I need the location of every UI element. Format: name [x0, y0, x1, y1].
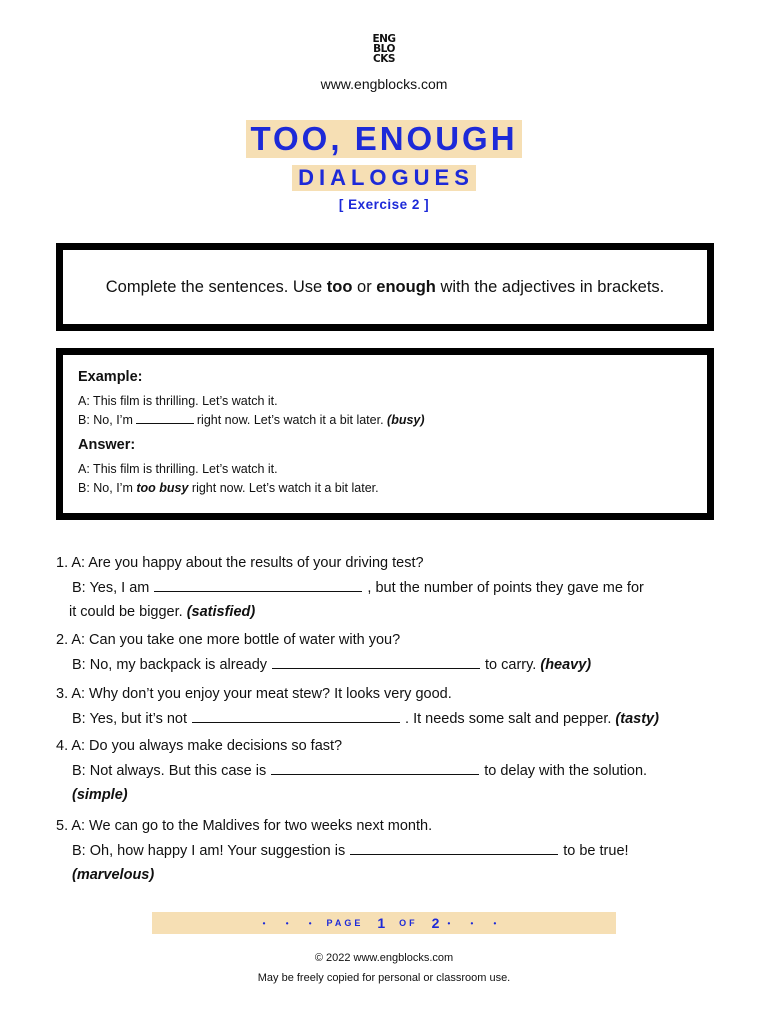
question-4 — [56, 734, 706, 808]
question-b-pre: B: No, my backpack is already — [72, 656, 268, 673]
answer-b-pre: B: No, I’m — [78, 481, 137, 495]
answer-blank-3[interactable] — [192, 708, 400, 723]
keyword-enough: enough — [376, 277, 436, 296]
pager-total: 2 — [431, 915, 440, 931]
example-blank — [136, 413, 194, 424]
question-1 — [56, 551, 706, 625]
question-hint: (tasty) — [615, 710, 659, 727]
instruction-box — [56, 243, 714, 331]
question-number: 3. — [56, 686, 69, 702]
exercise-label: [ Exercise 2 ] — [338, 197, 430, 212]
pager-dots-right: • • • — [447, 918, 506, 928]
question-hint: (heavy) — [540, 656, 592, 673]
question-number: 2. — [56, 632, 69, 648]
question-hint: (satisfied) — [186, 604, 256, 620]
question-line-a: A: We can go to the Maldives for two weeks next month. — [71, 818, 433, 834]
pager-page-word: PAGE — [326, 918, 364, 928]
example-line-b — [78, 411, 707, 430]
example-box — [56, 348, 714, 520]
instruction-part: or — [352, 277, 377, 296]
question-b-post: to be true! — [563, 842, 629, 859]
answer-blank-1[interactable] — [154, 577, 362, 592]
question-b-pre: B: Yes, I am — [72, 579, 150, 596]
example-b-pre: B: No, I’m — [78, 413, 133, 427]
question-number: 5. — [56, 818, 69, 834]
instruction-text — [105, 275, 665, 300]
page-subtitle: DIALOGUES — [292, 165, 476, 191]
question-number: 4. — [56, 738, 69, 754]
example-heading: Example: — [78, 369, 143, 385]
question-line-a: A: Why don’t you enjoy your meat stew? It looks very good. — [71, 686, 452, 702]
question-hint: (simple) — [72, 787, 128, 803]
logo-line-3: CKS — [373, 53, 395, 65]
question-b-post: to carry. — [485, 656, 537, 673]
question-number: 1. — [56, 555, 69, 571]
question-b-pre: B: Not always. But this case is — [72, 762, 267, 779]
pager-current: 1 — [377, 915, 386, 931]
answer-blank-5[interactable] — [350, 840, 558, 855]
question-b-pre: B: Oh, how happy I am! Your suggestion is — [72, 842, 346, 859]
answer-line-b — [78, 479, 707, 498]
answer-blank-4[interactable] — [271, 760, 479, 775]
question-2 — [56, 628, 706, 677]
question-3 — [56, 682, 706, 731]
page-title: TOO, ENOUGH — [246, 120, 521, 158]
example-hint: (busy) — [387, 413, 425, 427]
question-b-cont: it could be bigger. — [69, 604, 183, 620]
question-b-post: to delay with the solution. — [484, 762, 648, 779]
question-line-a: A: Do you always make decisions so fast? — [71, 738, 343, 754]
question-line-a: A: Are you happy about the results of your driving test? — [71, 555, 424, 571]
answer-fill: too busy — [136, 481, 189, 495]
pager-of-word: OF — [399, 918, 418, 928]
example-line-a: A: This film is thrilling. Let’s watch it. — [78, 394, 278, 408]
question-b-post: . It needs some salt and pepper. — [405, 710, 612, 727]
page-indicator — [152, 912, 616, 934]
footer-note: May be freely copied for personal or classroom use. — [257, 972, 511, 984]
logo-line-1: ENG — [372, 33, 396, 45]
answer-b-post: right now. Let’s watch it a bit later. — [188, 481, 379, 495]
site-url[interactable]: www.engblocks.com — [320, 76, 448, 92]
question-b-post: , but the number of points they gave me for — [367, 579, 644, 596]
question-hint: (marvelous) — [72, 867, 155, 883]
engblocks-logo — [369, 34, 399, 64]
example-b-post: right now. Let’s watch it a bit later. — [196, 413, 384, 427]
instruction-part: Complete the sentences. Use — [105, 277, 327, 296]
keyword-too: too — [326, 277, 353, 296]
answer-line-a: A: This film is thrilling. Let’s watch it. — [78, 462, 278, 476]
pager-dots-left: • • • — [262, 918, 321, 928]
question-line-a: A: Can you take one more bottle of water with you? — [71, 632, 401, 648]
question-5 — [56, 814, 706, 888]
question-b-pre: B: Yes, but it’s not — [72, 710, 188, 727]
logo-line-2: BLO — [373, 43, 395, 55]
instruction-part: with the adjectives in brackets. — [435, 277, 665, 296]
answer-heading: Answer: — [78, 437, 136, 453]
footer-copyright: © 2022 www.engblocks.com — [314, 952, 454, 964]
answer-blank-2[interactable] — [272, 654, 480, 669]
